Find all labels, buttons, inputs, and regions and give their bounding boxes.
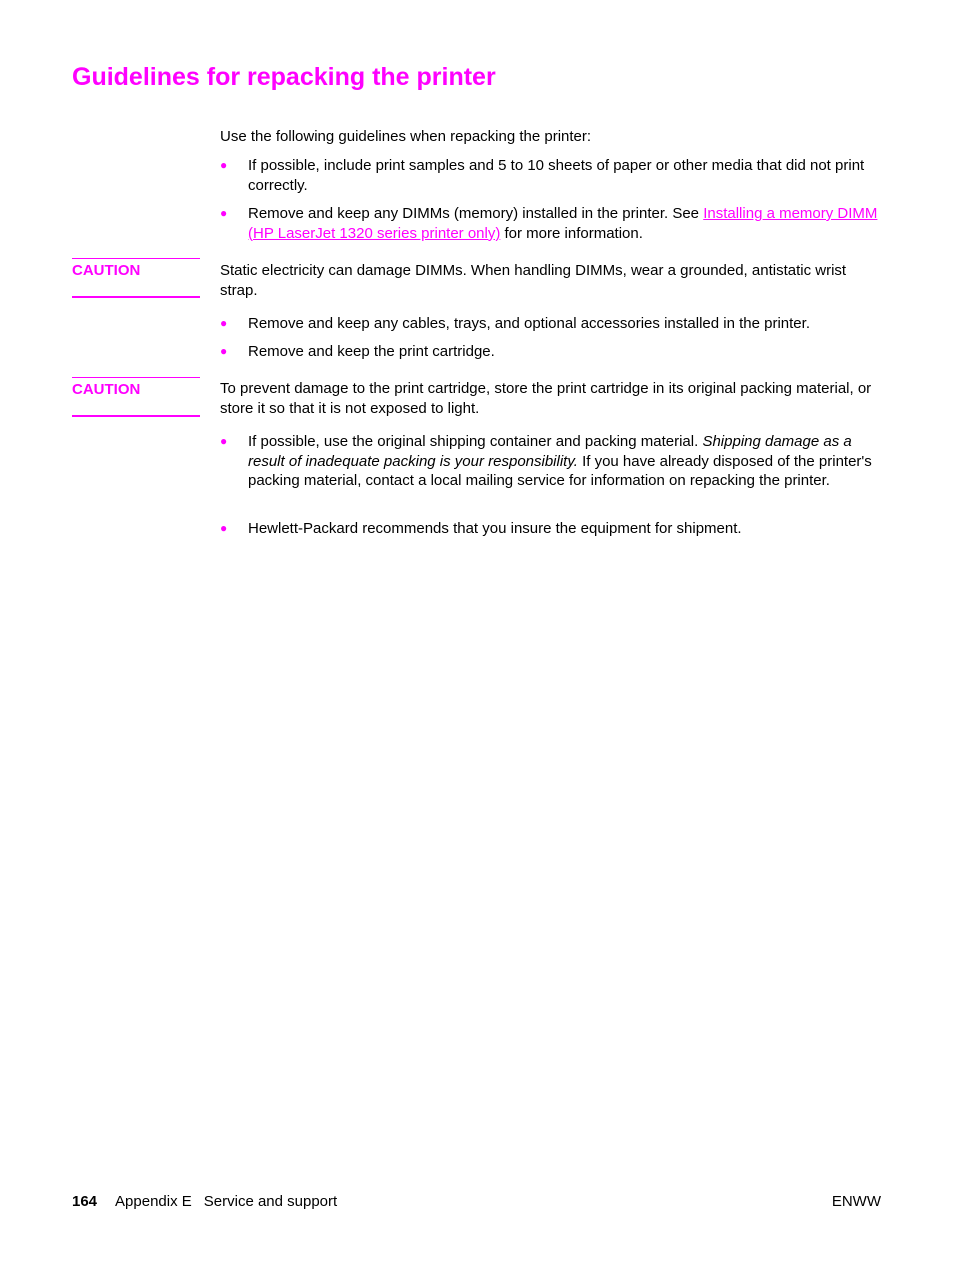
page-footer-left bbox=[72, 1192, 337, 1212]
list-item-text-post: for more information. bbox=[500, 224, 643, 242]
list-item bbox=[220, 432, 880, 491]
caution-label: CAUTION bbox=[72, 258, 200, 298]
list-item-text-post: If you have already disposed of the printer's packing material, contact a local mailing service for information on repacking the printer. bbox=[248, 452, 872, 489]
list-item bbox=[220, 156, 880, 195]
caution-text: Static electricity can damage DIMMs. When handling DIMMs, wear a grounded, antistatic wrist strap. bbox=[220, 262, 847, 299]
list-item bbox=[220, 342, 880, 362]
intro-paragraph: Use the following guidelines when repacking the printer: bbox=[220, 128, 592, 145]
list-item-text: Remove and keep the print cartridge. bbox=[248, 343, 495, 360]
bullet-icon: ● bbox=[220, 316, 228, 330]
page-title: Guidelines for repacking the printer bbox=[72, 63, 496, 91]
bullet-icon: ● bbox=[220, 206, 228, 220]
bullet-icon: ● bbox=[220, 434, 228, 448]
page-footer-right: ENWW bbox=[831, 1193, 881, 1210]
footer-chapter: Service and support bbox=[203, 1193, 338, 1210]
bullet-icon: ● bbox=[220, 158, 228, 172]
list-item-text-italic: Shipping damage as a result of inadequate packing is your responsibility. bbox=[248, 433, 852, 470]
list-item-text: Remove and keep any cables, trays, and optional accessories installed in the printer. bbox=[248, 315, 810, 332]
footer-section: Appendix E bbox=[115, 1193, 192, 1210]
bullet-icon: ● bbox=[220, 344, 228, 358]
memory-dimm-link[interactable]: Installing a memory DIMM (HP LaserJet 1320 series printer only) bbox=[248, 205, 878, 242]
list-item-text: If possible, include print samples and 5 to 10 sheets of paper or other media that did not print correctly. bbox=[248, 157, 865, 194]
bullet-icon: ● bbox=[220, 521, 228, 535]
page-number: 164 bbox=[72, 1193, 98, 1210]
caution-label: CAUTION bbox=[72, 377, 200, 417]
caution-text: To prevent damage to the print cartridge, store the print cartridge in its original packing material, or store it so that it is not exposed to light. bbox=[220, 380, 872, 417]
list-item bbox=[220, 204, 880, 243]
list-item-text: Hewlett-Packard recommends that you insure the equipment for shipment. bbox=[248, 520, 742, 537]
list-item-text bbox=[248, 204, 880, 243]
list-item-text bbox=[248, 432, 880, 491]
list-item-text-pre: If possible, use the original shipping container and packing material. bbox=[248, 433, 703, 450]
list-item-text-pre: Remove and keep any DIMMs (memory) installed in the printer. See bbox=[248, 205, 704, 222]
list-item bbox=[220, 314, 880, 334]
list-item bbox=[220, 519, 880, 539]
